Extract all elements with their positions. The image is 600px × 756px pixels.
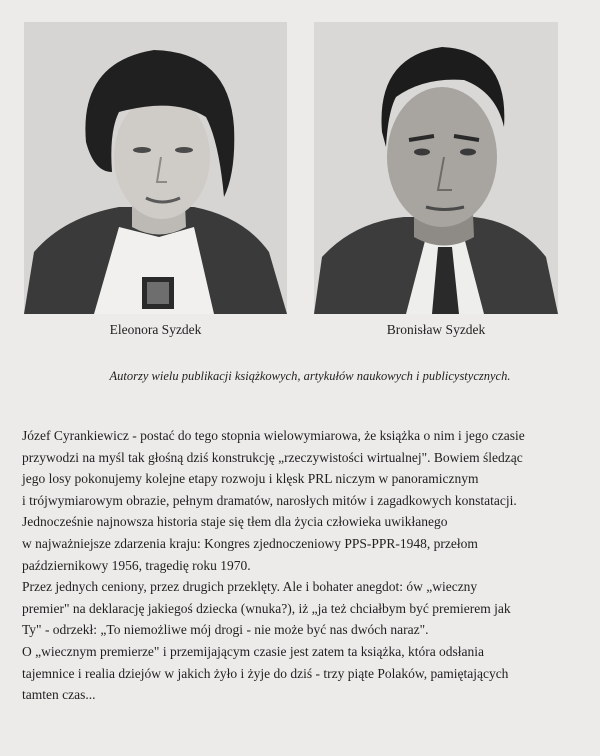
body-line: tamten czas...	[22, 687, 96, 703]
woman-portrait-image	[24, 22, 287, 314]
portrait-caption-left: Eleonora Syzdek	[109, 322, 202, 337]
body-line: i trójwymiarowym obrazie, pełnym dramatów, narosłych mitów i zagadkowych konstatacji.	[22, 492, 517, 508]
portrait-caption-right: Bronisław Syzdek	[386, 322, 486, 337]
body-line: tajemnice i realia dziejów w jakich żyło i żyje do dziś - trzy piąte Polaków, pamiętających	[22, 665, 509, 681]
body-line: przywodzi na myśl tak głośną dziś konstrukcję „rzeczywistości wirtualnej". Bowiem śledząc	[22, 449, 523, 465]
portrait-photo-eleonora	[24, 22, 287, 314]
portrait-photo-bronislaw	[314, 22, 558, 314]
body-line: Józef Cyrankiewicz - postać do tego stopnia wielowymiarowa, że książka o nim i jego czasie	[22, 428, 525, 443]
authors-description: Autorzy wielu publikacji książkowych, artykułów naukowych i publicystycznych.	[109, 369, 511, 383]
body-line: październikowy 1956, tragedię roku 1970.	[22, 557, 251, 573]
man-portrait-image	[314, 22, 558, 314]
body-line: premier" na deklarację jakiegoś dziecka (wnuka?), iż „ja też chciałbym być premierem jak	[22, 600, 511, 616]
body-line: O „wiecznym premierze" i przemijającym czasie jest zatem ta książka, która odsłania	[22, 643, 485, 659]
body-line: Jednocześnie najnowsza historia staje się tłem dla życia człowieka uwikłanego	[22, 514, 448, 530]
body-line: jego losy pokonujemy kolejne etapy rozwoju i klęsk PRL niczym w panoramicznym	[22, 471, 479, 487]
body-line: Ty" - odrzekł: „To niemożliwe mój drogi - nie może być nas dwóch naraz".	[22, 622, 429, 638]
body-line: w najważniejsze zdarzenia kraju: Kongres zjednoczeniowy PPS-PPR-1948, przełom	[22, 535, 478, 551]
book-description	[22, 425, 590, 706]
body-line: Przez jednych ceniony, przez drugich przeklęty. Ale i bohater anegdot: ów „wieczny	[22, 579, 478, 595]
